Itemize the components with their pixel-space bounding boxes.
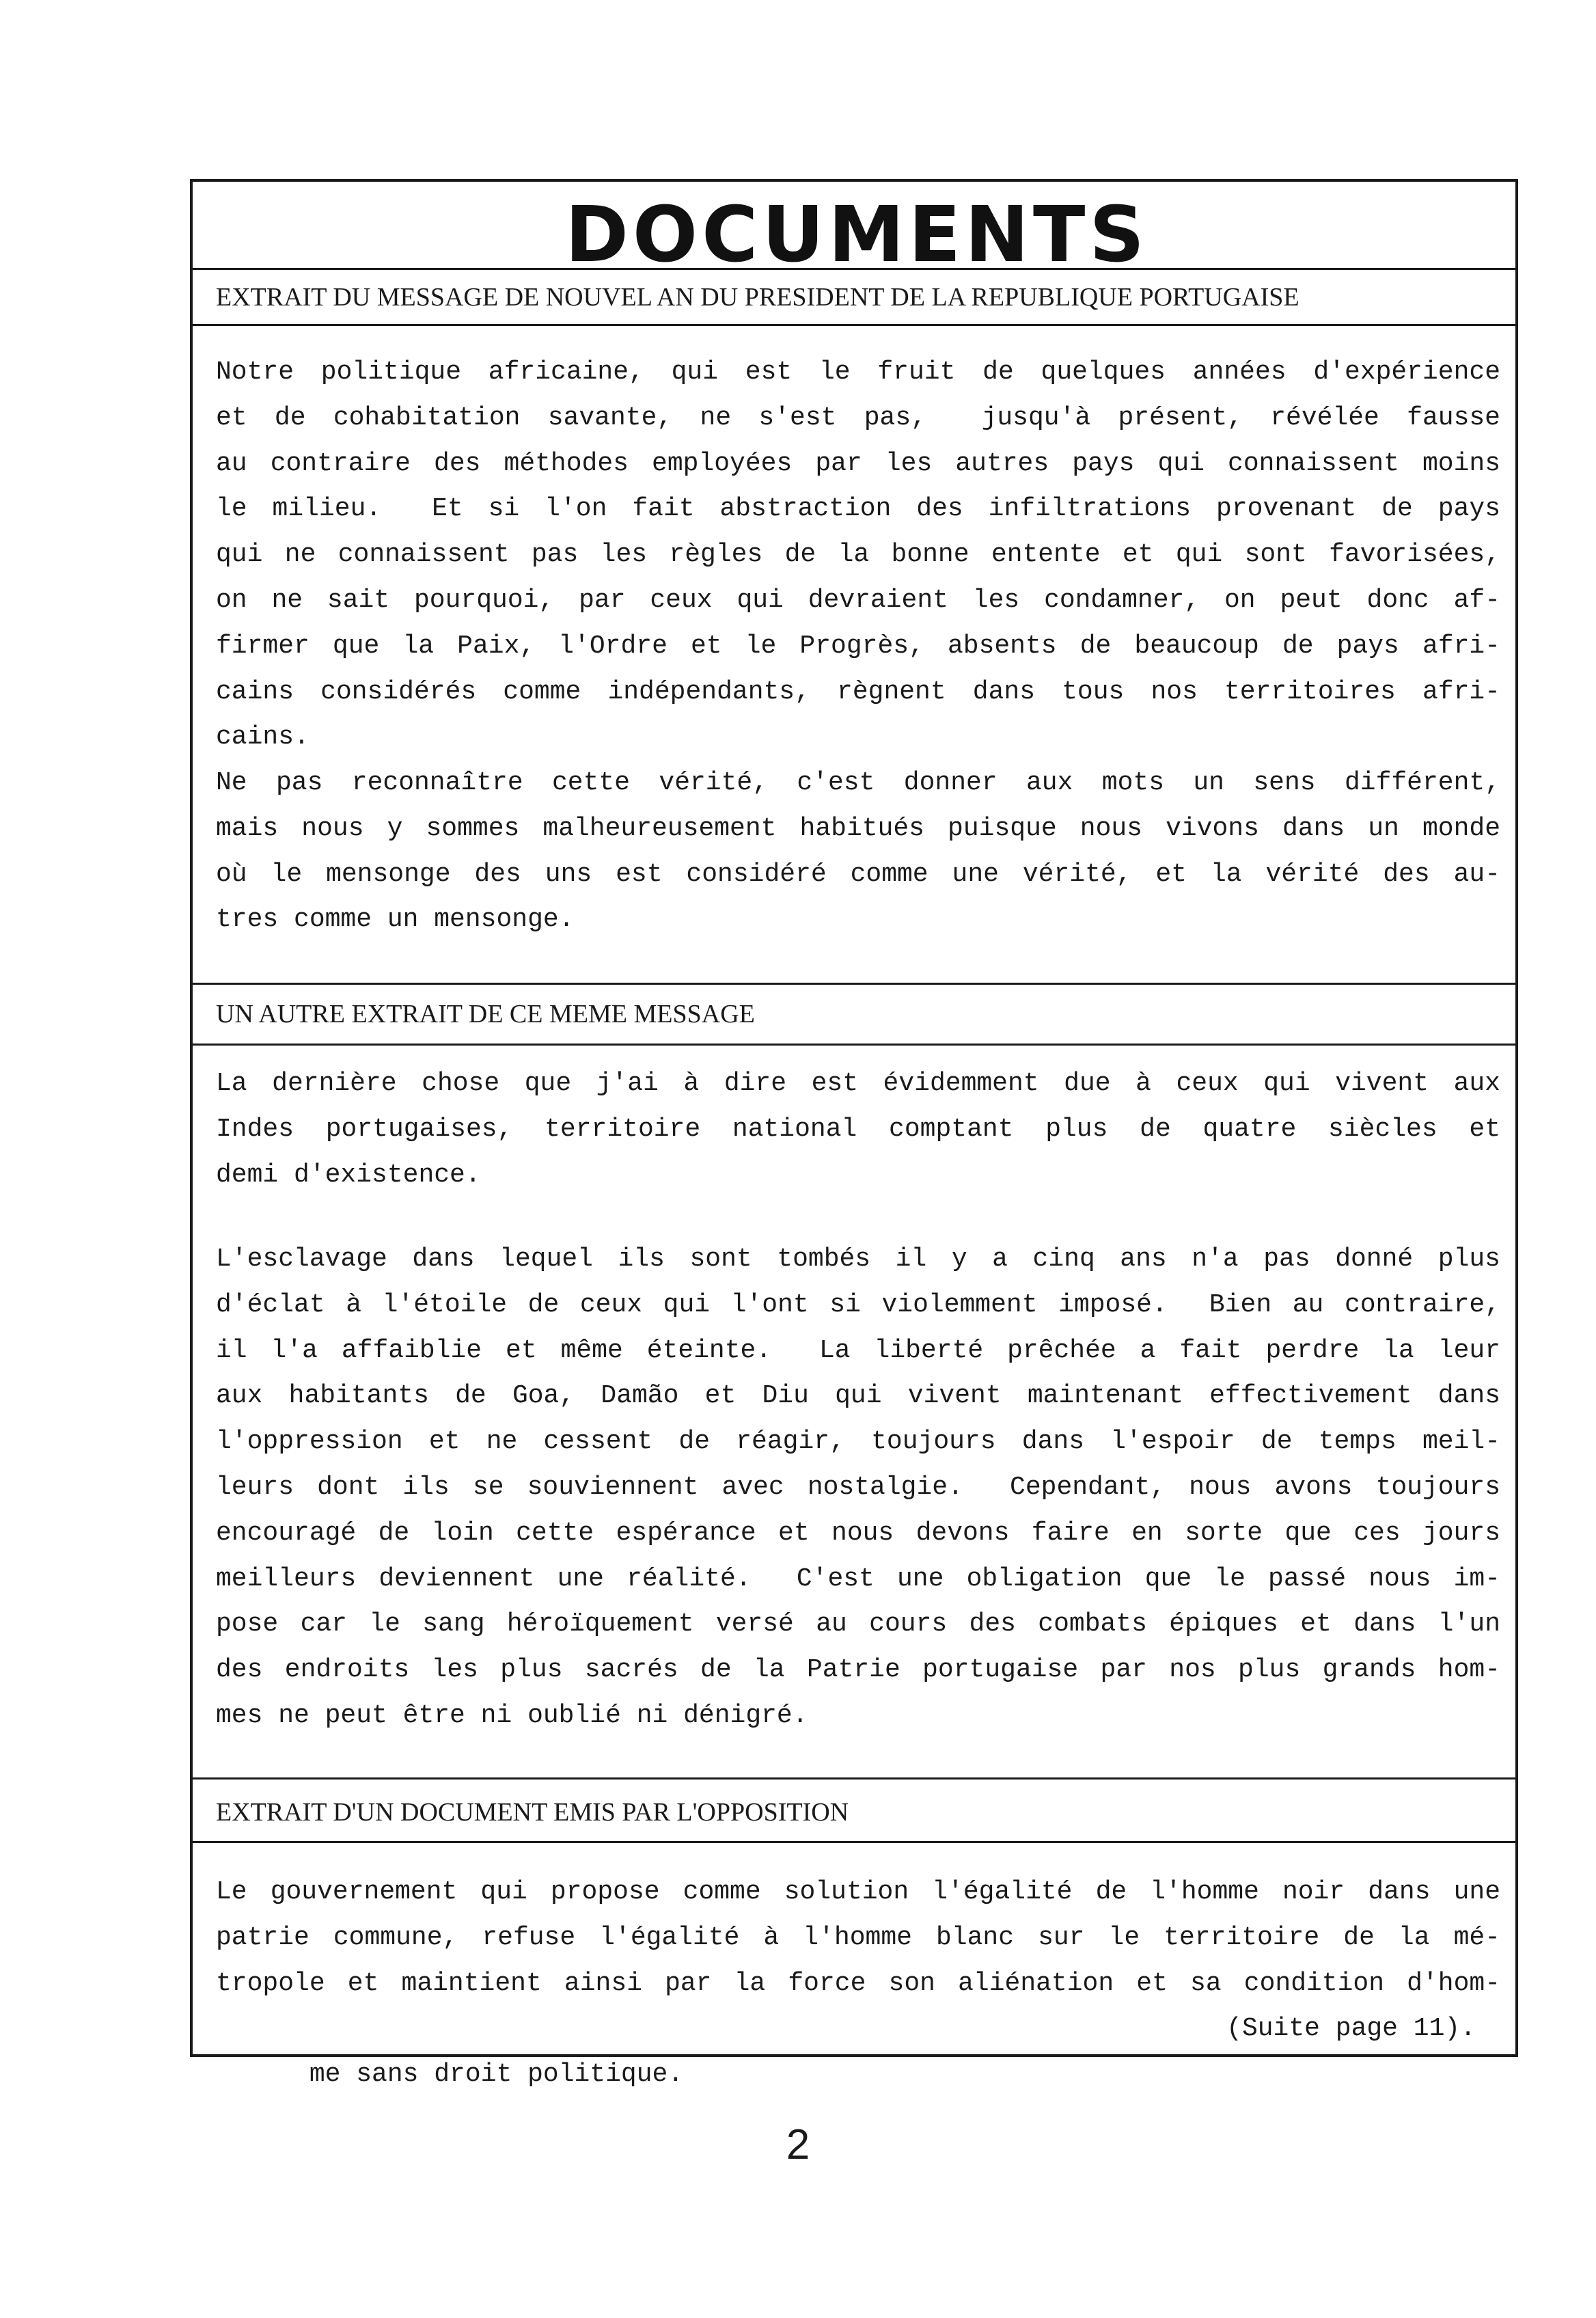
section-header-2: UN AUTRE EXTRAIT DE CE MEME MESSAGE [216,1000,755,1028]
text-line: mais nous y sommes malheureusement habitués puisque nous vivons dans un monde [216,813,1500,843]
text-line: on ne sait pourquoi, par ceux qui devraient les condamner, on peut donc af- [216,585,1500,615]
divider [193,268,1515,270]
text-line: Indes portugaises, territoire national comptant plus de quatre siècles et [216,1114,1500,1144]
section-header-1: EXTRAIT DU MESSAGE DE NOUVEL AN DU PRESIDENT DE LA REPUBLIQUE PORTUGAISE [216,283,1299,312]
section-1-paragraph-2 [216,761,1500,943]
text-line: cains considérés comme indépendants, règnent dans tous nos territoires afri- [216,677,1500,707]
section-header-3: EXTRAIT D'UN DOCUMENT EMIS PAR L'OPPOSITION [216,1798,849,1827]
text-line: Le gouvernement qui propose comme solution l'égalité de l'homme noir dans une [216,1877,1500,1907]
text-line: aux habitants de Goa, Damão et Diu qui vivent maintenant effectivement dans [216,1381,1500,1411]
text-line: La dernière chose que j'ai à dire est évidemment due à ceux qui vivent aux [216,1069,1500,1098]
text-line: et de cohabitation savante, ne s'est pas, jusqu'à présent, révélée fausse [216,403,1500,433]
text-line: me sans droit politique. [309,2060,684,2090]
text-line: Notre politique africaine, qui est le fruit de quelques années d'expérience [216,357,1500,387]
section-3-paragraph-1 [216,1870,1500,2090]
text-line: l'oppression et ne cessent de réagir, toujours dans l'espoir de temps meil- [216,1427,1500,1457]
text-line: mes ne peut être ni oublié ni dénigré. [216,1700,808,1730]
text-line: il l'a affaiblie et même éteinte. La liberté prêchée a fait perdre la leur [216,1335,1500,1365]
documents-frame [190,179,1518,2090]
text-line: cains. [216,722,309,752]
continuation-note: (Suite page 11). [1226,2014,1476,2044]
text-line: au contraire des méthodes employées par les autres pays qui connaissent moins [216,448,1500,478]
page-number: 2 [786,2121,810,2168]
text-line: Ne pas reconnaître cette vérité, c'est donner aux mots un sens différent, [216,768,1500,797]
text-line: leurs dont ils se souviennent avec nostalgie. Cependant, nous avons toujours [216,1472,1500,1502]
text-line: où le mensonge des uns est considéré comme une vérité, et la vérité des au- [216,859,1500,889]
text-line: meilleurs deviennent une réalité. C'est une obligation que le passé nous im- [216,1564,1500,1594]
section-2-paragraph-2 [216,1237,1500,1739]
text-line: le milieu. Et si l'on fait abstraction des infiltrations provenant de pays [216,494,1500,524]
divider [193,1044,1515,1046]
divider [193,1777,1515,1780]
section-1-paragraph-1 [216,350,1500,761]
section-2-paragraph-1 [216,1061,1500,1198]
text-line: qui ne connaissent pas les règles de la bonne entente et qui sont favorisées, [216,540,1500,570]
text-line: encouragé de loin cette espérance et nous devons faire en sorte que ces jours [216,1518,1500,1548]
divider [193,1841,1515,1843]
text-line: firmer que la Paix, l'Ordre et le Progrès, absents de beaucoup de pays afri- [216,631,1500,661]
text-line: tropole et maintient ainsi par la force son aliénation et sa condition d'hom- [216,1968,1500,1998]
text-line: patrie commune, refuse l'égalité à l'homme blanc sur le territoire de la mé- [216,1922,1500,1952]
text-line: tres comme un mensonge. [216,905,575,935]
text-line: pose car le sang héroïquement versé au cours des combats épiques et dans l'un [216,1609,1500,1639]
text-line: d'éclat à l'étoile de ceux qui l'ont si violemment imposé. Bien au contraire, [216,1290,1500,1320]
page-title: DOCUMENTS [564,191,1149,279]
text-line: des endroits les plus sacrés de la Patrie portugaise par nos plus grands hom- [216,1655,1500,1685]
text-line: demi d'existence. [216,1160,481,1190]
divider [193,983,1515,985]
text-line: L'esclavage dans lequel ils sont tombés il y a cinq ans n'a pas donné plus [216,1244,1500,1274]
text-line-with-note [216,2006,1500,2090]
divider [193,324,1515,326]
